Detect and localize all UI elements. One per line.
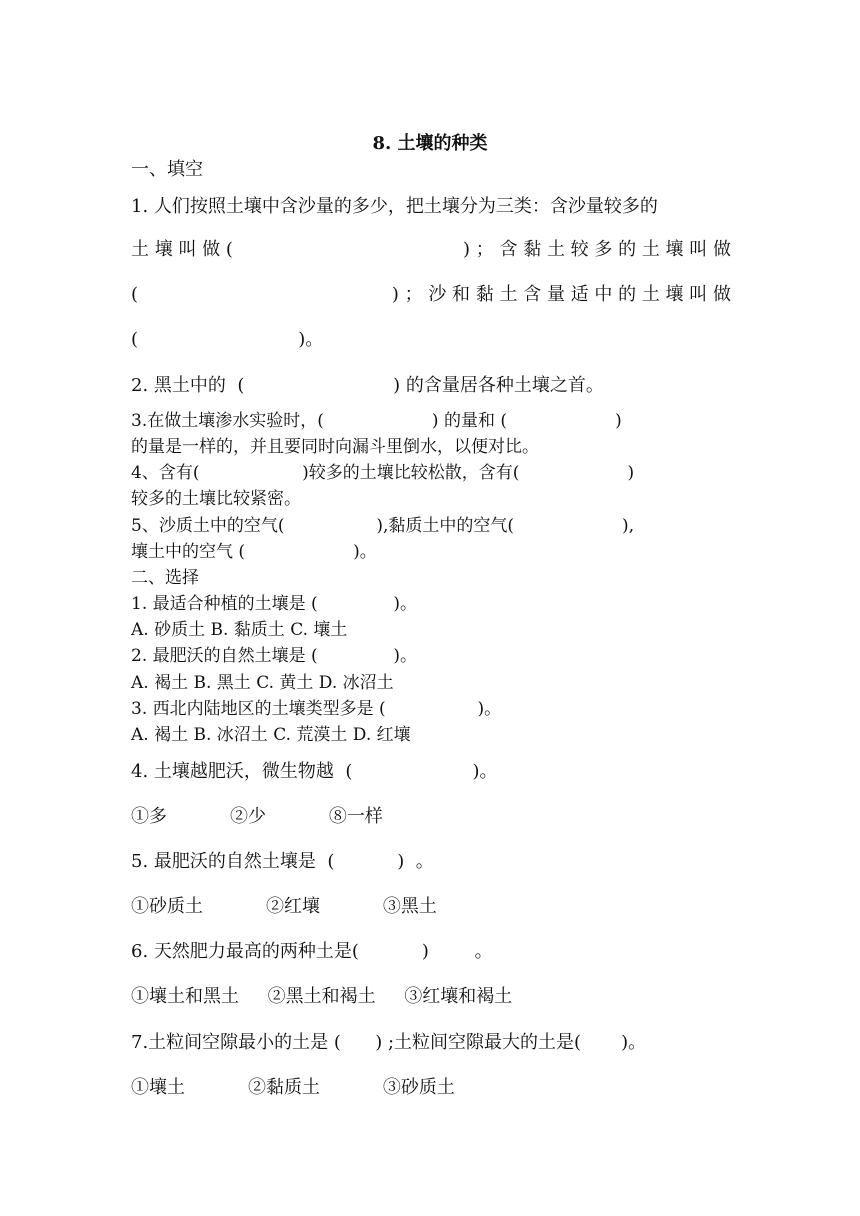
choice-q5-stem: 5. 最肥沃的自然土壤是 ( ) 。: [131, 851, 434, 872]
choice-q1-stem: 1. 最适合种植的土壤是 ( )。: [131, 594, 417, 614]
choice-q7-stem: 7.土粒间空隙最小的土是 ( ) ;土粒间空隙最大的土是( )。: [131, 1032, 647, 1053]
fill-q1-line4: ( )。: [131, 329, 324, 350]
fill-q1-line3: [131, 286, 731, 304]
section-fill-heading: 一、填空: [131, 159, 203, 180]
choice-q4-options: ①多 ②少 ⑧一样: [131, 806, 383, 827]
page-title: 8. 土壤的种类: [372, 133, 488, 154]
fill-q5-line1: 5、沙质土中的空气( ),黏质土中的空气( ),: [131, 516, 635, 536]
fill-q1-line3-start: (: [131, 284, 139, 305]
choice-q2-options: A. 褐土 B. 黑土 C. 黄土 D. 冰沼土: [131, 673, 394, 693]
fill-q1-line2-end: ) ； 含 黏 土 较 多 的 土 壤 叫 做: [463, 239, 731, 260]
fill-q1-line2-start: 土 壤 叫 做 (: [131, 239, 233, 260]
fill-q5-line2: 壤土中的空气 ( )。: [131, 542, 377, 562]
choice-q5-options: ①砂质土 ②红壤 ③黑土: [131, 896, 437, 917]
choice-q3-stem: 3. 西北内陆地区的土壤类型多是 ( )。: [131, 699, 502, 719]
choice-q6-stem: 6. 天然肥力最高的两种土是( ) 。: [131, 941, 493, 962]
choice-q7-options: ①壤土 ②黏质土 ③砂质土: [131, 1077, 455, 1098]
section-choice-heading: 二、选择: [131, 568, 199, 588]
fill-q4-line1: 4、含有( )较多的土壤比较松散，含有( ): [131, 463, 635, 483]
choice-q2-stem: 2. 最肥沃的自然土壤是 ( )。: [131, 646, 417, 666]
fill-q1-line2: [131, 241, 731, 259]
fill-q3-line1: 3.在做土壤渗水实验时，( ) 的量和 ( ): [131, 411, 622, 431]
fill-q2: 2. 黑土中的 ( ) 的含量居各种土壤之首。: [131, 375, 604, 396]
fill-q4-line2: 较多的土壤比较紧密。: [131, 489, 301, 509]
choice-q4-stem: 4. 土壤越肥沃，微生物越 ( )。: [131, 761, 498, 782]
fill-q1-line3-end: ) ； 沙 和 黏 土 含 量 适 中 的 土 壤 叫 做: [391, 284, 731, 305]
fill-q3-line2: 的量是一样的，并且要同时向漏斗里倒水，以便对比。: [131, 437, 539, 457]
choice-q6-options: ①壤土和黑土 ②黑土和褐土 ③红壤和褐土: [131, 986, 513, 1007]
choice-q1-options: A. 砂质土 B. 黏质土 C. 壤土: [131, 620, 348, 640]
choice-q3-options: A. 褐土 B. 冰沼土 C. 荒漠土 D. 红壤: [131, 725, 411, 745]
fill-q1-line1: 1. 人们按照土壤中含沙量的多少，把土壤分为三类：含沙量较多的: [131, 196, 658, 217]
